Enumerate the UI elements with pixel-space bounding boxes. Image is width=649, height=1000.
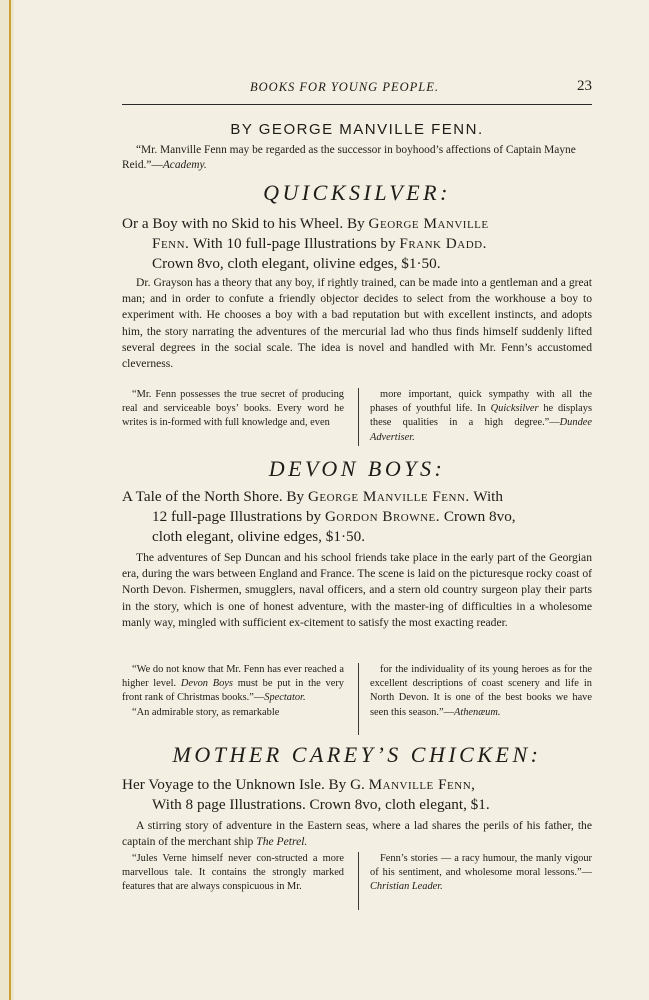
book-title-quicksilver: QUICKSILVER:	[263, 180, 451, 205]
subtitle-line-2	[122, 234, 592, 254]
reviews-mother-careys-chicken	[122, 852, 592, 922]
book-subtitle-devon-boys	[122, 487, 592, 547]
author-name-cont: Fenn.	[152, 235, 190, 252]
book-description-mother-careys-chicken	[122, 818, 592, 850]
subtitle-line-3: Crown 8vo, cloth elegant, olivine edges, $1·50.	[152, 255, 441, 272]
reviews-devon-boys	[122, 663, 592, 733]
review-text: must be put in the very front rank of Christmas books.”—	[122, 678, 344, 704]
book-title-devon-boys: DEVON BOYS:	[268, 456, 446, 481]
lead-quote-source: Academy.	[162, 159, 207, 171]
column-rule	[358, 663, 359, 735]
review-left	[122, 663, 344, 720]
review-title-ref: Devon Boys	[180, 678, 233, 690]
book-subtitle-quicksilver	[122, 214, 592, 274]
book-title-mother-careys-chicken: MOTHER CAREY’S CHICKEN:	[172, 742, 542, 767]
subtitle-text: With	[473, 488, 503, 505]
review-source: Athenæum.	[453, 706, 501, 718]
binding-edge	[9, 0, 11, 1000]
review-text: “An admirable story, as remarkable	[132, 706, 280, 718]
lead-quote-text: “Mr. Manville Fenn may be regarded as the successor in boyhood’s affections of Captain Mayne Reid.”—	[122, 144, 576, 171]
review-text: more important, quick sympathy with all the phases of youthful life. In	[370, 389, 592, 415]
running-head	[122, 80, 592, 98]
subtitle-text: A Tale of the North Shore. By	[122, 488, 305, 505]
review-left: “Jules Verne himself never con-structed a more marvellous tale. It contains the strongly marked features that are always conspicuous in Mr.	[122, 853, 344, 893]
book-subtitle-mother-careys-chicken	[122, 775, 592, 815]
ship-name: The Petrel.	[256, 835, 308, 849]
book-description-devon-boys: The adventures of Sep Duncan and his school friends take place in the early part of the Georgian era, during the wars between England and France. The scene is laid on the picturesque rocky coast of North Devon. Fishermen, smugglers, naval officers, and a stern old country surgeon play their parts in the story, which is one of honest adventure, with the master-ing of difficulties in a wholesome manly way, mingled with sufficient ex-citement to satisfy the most exacting reader.	[122, 551, 592, 629]
review-source: Christian Leader.	[370, 881, 443, 893]
review-right	[370, 663, 592, 720]
reviews-quicksilver	[122, 388, 592, 458]
review-text: Fenn’s stories — a racy humour, the manly vigour of his sentiment, and wholesome moral lessons.”—	[370, 853, 592, 879]
review-text: he displays these qualities in a high degree.”—	[370, 403, 592, 429]
header-rule	[122, 104, 592, 105]
subtitle-text: 12 full-page Illustrations by	[152, 508, 322, 525]
review-source: Dundee Advertiser.	[370, 417, 592, 443]
running-head-title: BOOKS FOR YOUNG PEOPLE.	[250, 80, 439, 94]
author-name: Manville Fenn,	[368, 776, 476, 793]
page-spine	[0, 0, 14, 1000]
page-number: 23	[577, 78, 592, 94]
author-heading: BY GEORGE MANVILLE FENN.	[230, 121, 484, 138]
illustrator-name: Gordon Browne.	[324, 508, 441, 525]
subtitle-text: Her Voyage to the Unknown Isle. By G.	[122, 776, 365, 793]
author-name: George Manville	[368, 215, 489, 232]
author-name: George Manville Fenn.	[307, 488, 470, 505]
description-text: A stirring story of adventure in the Eastern seas, where a lad shares the perils of his father, the captain of the merchant ship	[122, 819, 592, 849]
review-text: “We do not know that Mr. Fenn has ever reached a higher level.	[122, 664, 344, 690]
review-right	[370, 388, 592, 445]
illustrator-name: Frank Dadd.	[399, 235, 487, 252]
lead-quote	[122, 143, 592, 173]
review-title-ref: Quicksilver	[490, 403, 539, 415]
review-left: “Mr. Fenn possesses the true secret of producing real and serviceable boys’ books. Every word he writes is in-formed with full knowledge and, even	[122, 389, 344, 429]
subtitle-text: Crown 8vo,	[443, 508, 516, 525]
subtitle-line-2: With 8 page Illustrations. Crown 8vo, cloth elegant, $1.	[152, 796, 490, 813]
subtitle-text: With 10 full-page Illustrations by	[192, 235, 396, 252]
subtitle-text: Or a Boy with no Skid to his Wheel. By	[122, 215, 365, 232]
subtitle-line-3: cloth elegant, olivine edges, $1·50.	[152, 528, 365, 545]
column-rule	[358, 852, 359, 910]
review-text: for the individuality of its young heroes as for the excellent descriptions of coast scenery and life in North Devon. It is one of the best books we have seen this season.”—	[370, 664, 592, 718]
review-source: Spectator.	[264, 692, 306, 704]
book-description-quicksilver: Dr. Grayson has a theory that any boy, if rightly trained, can be made into a gentleman and a great man; and in order to confute a friendly objector decides to select from the workhouse a boy to experiment with. He chooses a boy with a bad reputation but with excellent instincts, and adopts him, the story narrating the adventures of the mercurial lad who thus finds himself suddenly lifted several degrees in the social scale. The idea is novel and handled with Mr. Fenn’s accustomed cleverness.	[122, 276, 592, 371]
subtitle-line-2	[122, 507, 592, 527]
column-rule	[358, 388, 359, 446]
review-right	[370, 852, 592, 895]
